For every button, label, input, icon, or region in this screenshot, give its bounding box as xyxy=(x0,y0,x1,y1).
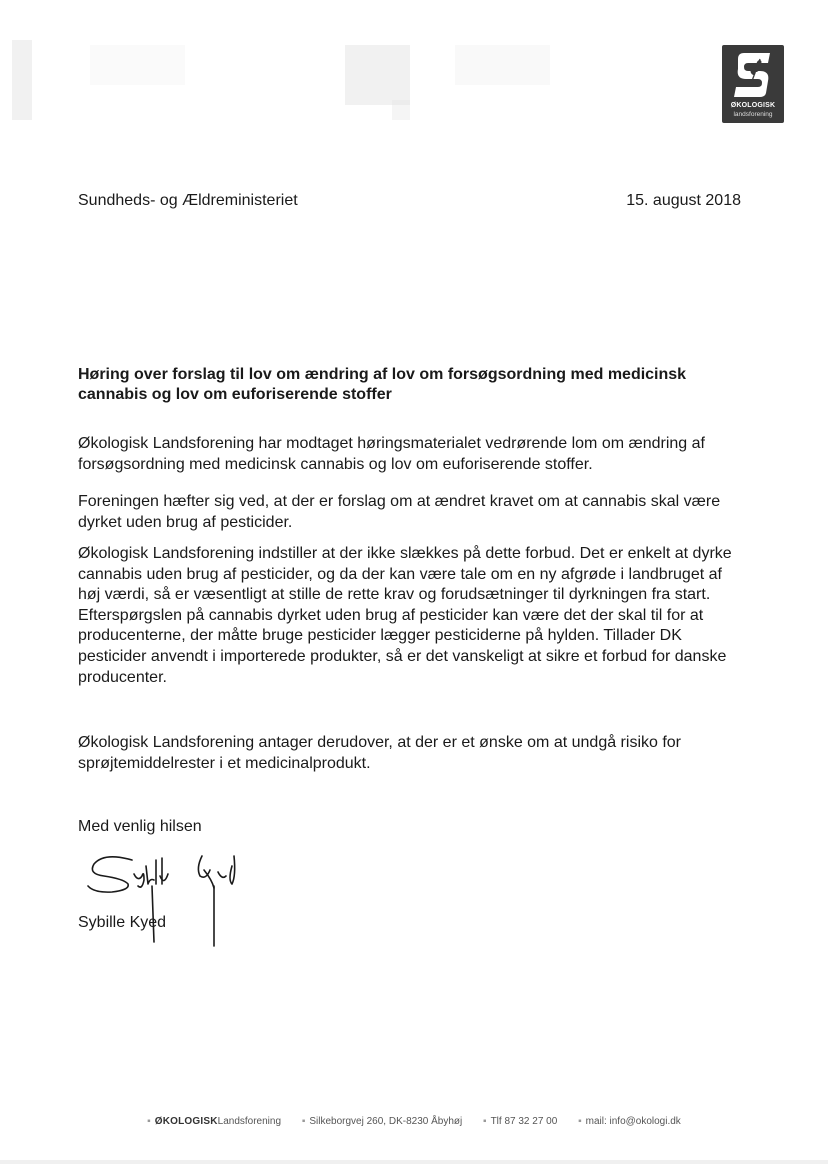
letter-subject: Høring over forslag til lov om ændring af lov om forsøgsordning med medicinsk cannabis og lov om euforiserende stoffer xyxy=(78,366,687,403)
footer-brand-rest: Landsforening xyxy=(217,1116,282,1127)
logo-wordmark: ØKOLOGISK xyxy=(730,102,776,109)
handwritten-signature xyxy=(84,846,254,956)
scan-artifact xyxy=(345,45,410,105)
leaf-s-icon xyxy=(730,49,776,99)
scan-artifact xyxy=(392,100,410,120)
scan-edge xyxy=(0,1160,828,1164)
letter-date: 15. august 2018 xyxy=(626,192,741,209)
footer-email: mail: info@okologi.dk xyxy=(585,1116,681,1127)
scan-artifact xyxy=(90,45,185,85)
body-paragraph: Økologisk Landsforening har modtaget høringsmaterialet vedrørende lom om ændring af forsøgsordning med medicinsk cannabis og lov om euforiserende stoffer. xyxy=(78,435,705,473)
logo-subtitle: landsforening xyxy=(733,111,773,118)
body-paragraph: Foreningen hæfter sig ved, at der er forslag om at ændret kravet om at cannabis skal være dyrket uden brug af pesticider. xyxy=(78,493,721,531)
footer-address: Silkeborgvej 260, DK-8230 Åbyhøj xyxy=(309,1116,463,1127)
scan-artifact xyxy=(12,40,32,120)
footer-brand-bold: ØKOLOGISK xyxy=(154,1116,218,1127)
signer-name: Sybille Kyed xyxy=(78,914,167,931)
scan-artifact xyxy=(455,45,550,85)
footer-separator: ▪ xyxy=(483,1116,487,1127)
footer-separator: ▪ xyxy=(301,1116,306,1127)
closing-salutation: Med venlig hilsen xyxy=(78,818,202,835)
recipient: Sundheds- og Ældreministeriet xyxy=(78,192,298,209)
body-paragraph: Økologisk Landsforening antager derudover, at der er et ønske om at undgå risiko for sprøjtemiddelrester i et medicinalprodukt. xyxy=(78,734,682,772)
footer-separator: ▪ xyxy=(578,1116,582,1127)
footer-separator: ▪ xyxy=(147,1116,151,1127)
organization-logo xyxy=(722,45,784,123)
letter-footer xyxy=(0,1116,828,1127)
footer-phone: Tlf 87 32 27 00 xyxy=(490,1116,558,1127)
body-paragraph: Økologisk Landsforening indstiller at der ikke slækkes på dette forbud. Det er enkelt at dyrke cannabis uden brug af pesticider, og da der kan være tale om en ny afgrøde i landbruget af høj værdi, så er væsentligt at stille de rette krav og forudsætninger til dyrkningen fra start. Efterspørgslen på cannabis dyrket uden brug af pesticider kan være det der skal til for at producenterne, der måtte bruge pesticider lægger pesticiderne på hylden. Tillader DK pesticider anvendt i importerede produkter, så er det vanskeligt at sikre et forbud for danske producenter. xyxy=(78,545,732,686)
